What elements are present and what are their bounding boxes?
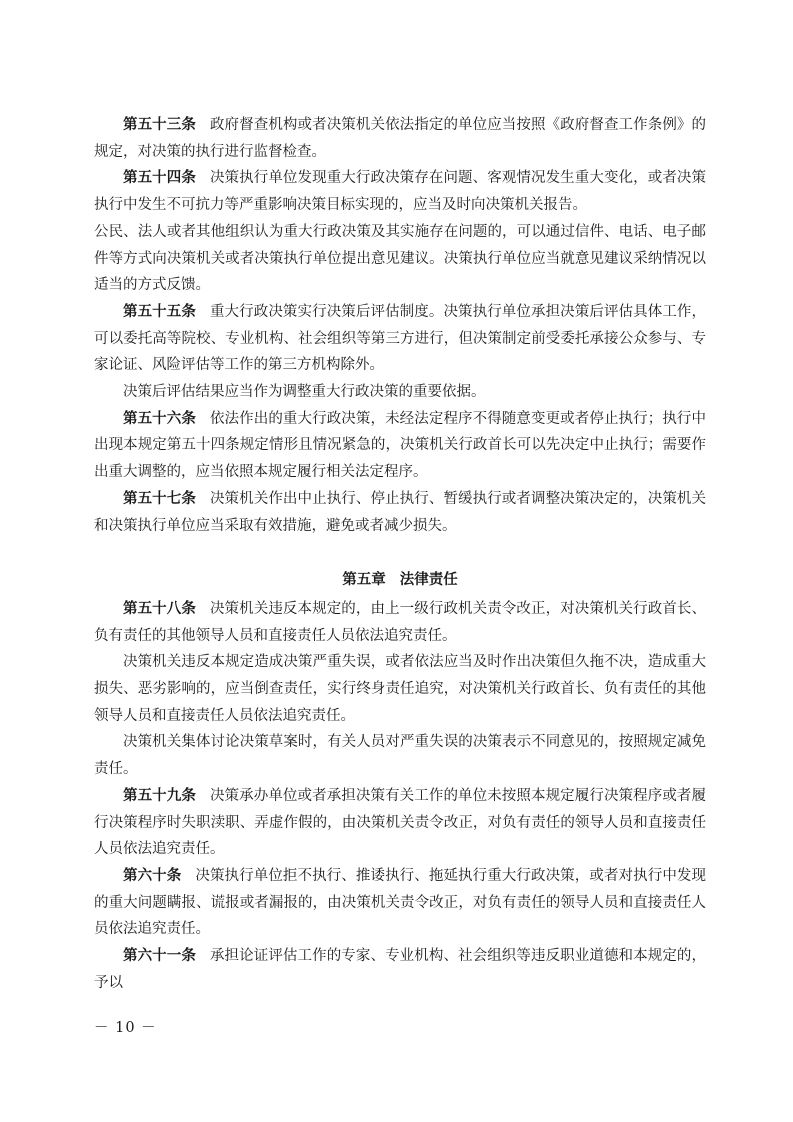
article-number: 第五十九条 xyxy=(123,786,196,804)
article-text: 承担论证评估工作的专家、专业机构、社会组织等违反职业道德和本规定的，予以 xyxy=(94,948,707,991)
article-text: 决策机关作出中止执行、停止执行、暂缓执行或者调整决策决定的，决策机关和决策执行单位应当采取有效措施，避免或者减少损失。 xyxy=(94,490,707,534)
article-number: 第六十条 xyxy=(123,866,182,884)
article-61 xyxy=(94,943,706,996)
article-number: 第五十三条 xyxy=(123,116,196,133)
article-58-paragraph-3 xyxy=(94,729,706,782)
document-body xyxy=(94,112,706,997)
article-60 xyxy=(94,863,706,943)
article-55 xyxy=(94,299,706,379)
chapter-heading xyxy=(94,567,706,594)
article-56 xyxy=(94,406,706,486)
page-number: － 10 － xyxy=(94,1020,157,1036)
paragraph-text: 决策机关集体讨论决策草案时，有关人员对严重失误的决策表示不同意见的，按照规定减免责任。 xyxy=(94,734,706,778)
article-57 xyxy=(94,486,706,539)
article-number: 第五十六条 xyxy=(123,409,196,427)
article-text: 决策执行单位拒不执行、推诿执行、拖延执行重大行政决策，或者对执行中发现的重大问题瞒报、谎报或者漏报的，由决策机关责令改正，对负有责任的领导人员和直接责任人员依法追究责任。 xyxy=(94,867,707,938)
article-58-paragraph-2 xyxy=(94,649,706,729)
paragraph-text: 决策后评估结果应当作为调整重大行政决策的重要依据。 xyxy=(123,384,486,401)
article-number: 第六十一条 xyxy=(123,947,196,965)
article-number: 第五十八条 xyxy=(123,599,196,617)
article-54-paragraph-2 xyxy=(94,219,706,299)
paragraph-text: 公民、法人或者其他组织认为重大行政决策及其实施存在问题的，可以通过信件、电话、电子邮件等方式向决策机关或者决策执行单位提出意见建议。决策执行单位应当就意见建议采纳情况以适当的方式反馈。 xyxy=(94,223,706,294)
article-number: 第五十五条 xyxy=(123,302,196,320)
article-text: 政府督查机构或者决策机关依法指定的单位应当按照《政府督查工作条例》的规定，对决策的执行进行监督检查。 xyxy=(94,117,707,160)
article-text: 依法作出的重大行政决策，未经法定程序不得随意变更或者停止执行；执行中出现本规定第五十四条规定情形且情况紧急的，决策机关行政首长可以先决定中止执行；需要作出重大调整的，应当依照本规定履行相关法定程序。 xyxy=(94,410,707,481)
chapter-number: 第五章 xyxy=(342,571,386,589)
article-text: 重大行政决策实行决策后评估制度。决策执行单位承担决策后评估具体工作，可以委托高等院校、专业机构、社会组织等第三方进行，但决策制定前受委托承接公众参与、专家论证、风险评估等工作的第三方机构除外。 xyxy=(94,303,707,374)
article-58 xyxy=(94,596,706,649)
article-text: 决策机关违反本规定的，由上一级行政机关责令改正，对决策机关行政首长、负有责任的其他领导人员和直接责任人员依法追究责任。 xyxy=(94,600,707,644)
chapter-title: 法律责任 xyxy=(399,571,458,589)
article-number: 第五十七条 xyxy=(123,489,196,507)
article-text: 决策承办单位或者承担决策有关工作的单位未按照本规定履行决策程序或者履行决策程序时失职渎职、弄虚作假的，由决策机关责令改正，对负有责任的领导人员和直接责任人员依法追究责任。 xyxy=(94,787,707,858)
article-54 xyxy=(94,165,706,218)
paragraph-text: 决策机关违反本规定造成决策严重失误，或者依法应当及时作出决策但久拖不决，造成重大损失、恶劣影响的，应当倒查责任，实行终身责任追究，对决策机关行政首长、负有责任的其他领导人员和直接责任人员依法追究责任。 xyxy=(94,654,706,724)
article-text: 决策执行单位发现重大行政决策存在问题、客观情况发生重大变化，或者决策执行中发生不可抗力等严重影响决策目标实现的，应当及时向决策机关报告。 xyxy=(94,170,707,214)
article-53 xyxy=(94,112,706,165)
article-number: 第五十四条 xyxy=(123,169,196,187)
article-55-paragraph-2 xyxy=(94,379,706,406)
article-59 xyxy=(94,783,706,863)
